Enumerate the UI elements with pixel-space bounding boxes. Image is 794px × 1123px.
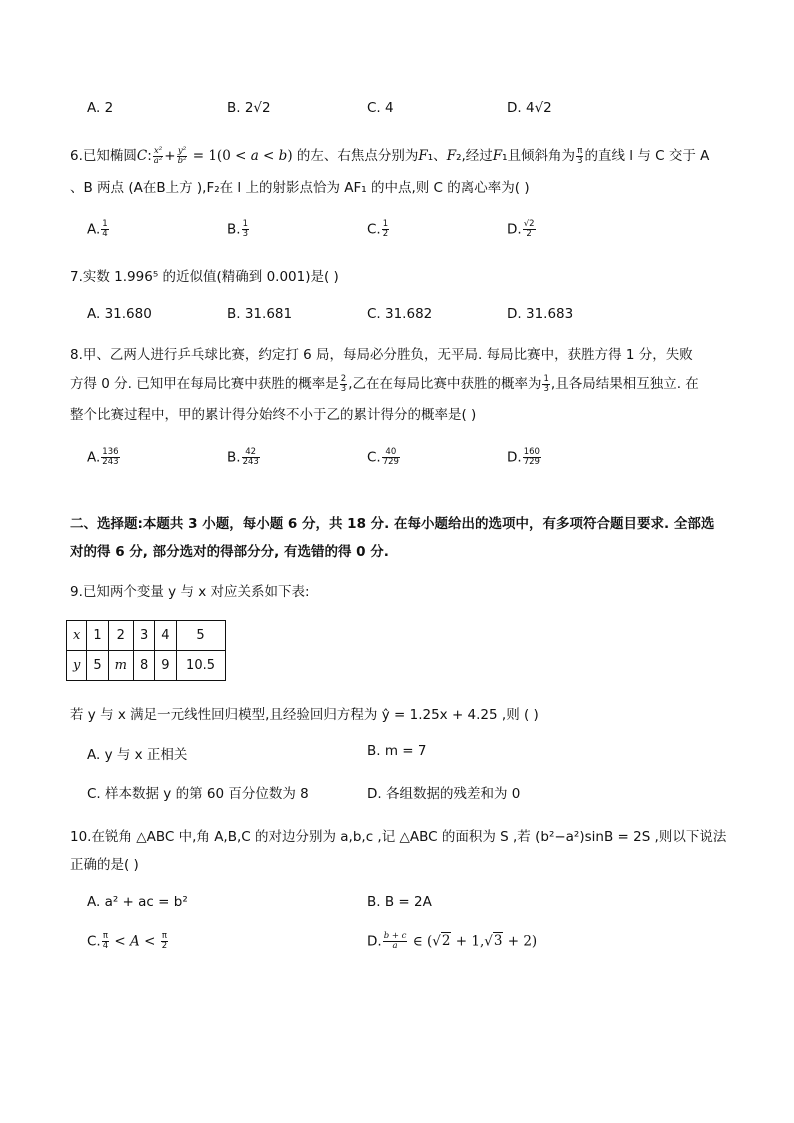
q6-prefix: 6.已知椭圆 xyxy=(70,148,137,164)
q6-option-d: D. $\frac{√2}{2}$ xyxy=(507,219,535,239)
q10-option-d: D. $\frac{b + c}{a}$ ∈ (√2 + 1,√3 + 2) xyxy=(367,931,538,951)
q6-tail: 且倾斜角为 xyxy=(507,148,576,164)
q5-option-d: D. 4√2 xyxy=(507,100,552,116)
q6-end: 的直线 l 与 C 交于 A xyxy=(584,148,710,164)
q9-stem: 9.已知两个变量 y 与 x 对应关系如下表: xyxy=(70,584,310,600)
q7-option-c: C. 31.682 xyxy=(367,306,433,322)
table-row xyxy=(67,651,226,681)
q6-option-c: C. $\frac{1}{2}$ xyxy=(367,219,389,239)
q8-option-d: D. $\frac{160}{729}$ xyxy=(507,447,540,467)
table-cell: 1 xyxy=(87,621,108,651)
table-cell: 3 xyxy=(133,621,154,651)
q6-stem-line2: 、B 两点 (A在B上方 ),F₂在 l 上的射影点恰为 AF₁ 的中点,则 C 的离心率为( ) xyxy=(70,180,530,196)
q10-stem-line1: 10.在锐角 △ABC 中,角 A,B,C 的对边分别为 a,b,c ,记 △ABC 的面积为 S ,若 (b²−a²)sinB = 2S ,则以下说法 xyxy=(70,829,727,845)
q7-option-a: A. 31.680 xyxy=(87,306,152,322)
q10-stem-line2: 正确的是( ) xyxy=(70,857,139,873)
table-cell: 9 xyxy=(155,651,176,681)
table-cell: 5 xyxy=(87,651,108,681)
q10-option-a: A. a² + ac = b² xyxy=(87,894,188,910)
q9-data-table xyxy=(66,620,226,681)
q7-stem: 7.实数 1.996⁵ 的近似值(精确到 0.001)是( ) xyxy=(70,269,339,285)
q10-option-b: B. B = 2A xyxy=(367,894,432,910)
q9-option-d: D. 各组数据的残差和为 0 xyxy=(367,786,521,802)
q9-stem2: 若 y 与 x 满足一元线性回归模型,且经验回归方程为 ŷ = 1.25x + 4.25 ,则 ( ) xyxy=(70,707,539,723)
table-cell: 2 xyxy=(108,621,133,651)
section2-heading-line2: 对的得 6 分, 部分选对的得部分分, 有选错的得 0 分. xyxy=(70,544,389,560)
q6-stem-line1: 6.已知椭圆C: $\frac{\text{x²}}{\text{a²}}$ + $\frac{\text{y²}}{\text{b²}}$ = 1(0 < a < b) 的左、右焦点分别为F₁、F₂,经过F₁且倾斜角为 $\frac{\pi}{3}$ 的直线 l 与 C 交于 A xyxy=(70,145,710,166)
q9-option-c: C. 样本数据 y 的第 60 百分位数为 8 xyxy=(87,786,309,802)
table-cell: y xyxy=(67,651,87,681)
q9-option-b: B. m = 7 xyxy=(367,743,427,759)
q8-stem-line1: 8.甲、乙两人进行乒乓球比赛，约定打 6 局，每局必分胜负，无平局. 每局比赛中，获胜方得 1 分，失败 xyxy=(70,347,693,363)
table-cell: 5 xyxy=(176,621,225,651)
q5-option-b: B. 2√2 xyxy=(227,100,271,116)
section2-heading-line1: 二、选择题:本题共 3 小题，每小题 6 分，共 18 分. 在每小题给出的选项中，有多项符合题目要求. 全部选 xyxy=(70,516,715,532)
table-cell: 10.5 xyxy=(176,651,225,681)
q7-option-b: B. 31.681 xyxy=(227,306,293,322)
q6-mid: 的左、右焦点分别为 xyxy=(296,148,419,164)
table-cell: 8 xyxy=(133,651,154,681)
q6-option-b: B. $\frac{1}{3}$ xyxy=(227,219,248,239)
q8-stem-line3: 整个比赛过程中，甲的累计得分始终不小于乙的累计得分的概率是( ) xyxy=(70,407,477,423)
q8-option-c: C. $\frac{40}{729}$ xyxy=(367,447,399,467)
q6-rest: 经过 xyxy=(465,148,493,164)
table-cell: 4 xyxy=(155,621,176,651)
q7-option-d: D. 31.683 xyxy=(507,306,574,322)
q8-option-b: B. $\frac{42}{243}$ xyxy=(227,447,259,467)
table-cell: x xyxy=(67,621,87,651)
q5-option-a: A. 2 xyxy=(87,100,114,116)
q10-option-c: C. $\frac{\pi}{4}$ < A < $\frac{\pi}{2}$ xyxy=(87,931,168,951)
q6-option-a: A. $\frac{1}{4}$ xyxy=(87,219,108,239)
q8-stem-line2: 方得 0 分. 已知甲在每局比赛中获胜的概率是 $\frac{2}{3}$ ,乙在在每局比赛中获胜的概率为 $\frac{1}{3}$ ,且各局结果相互独立. 在 xyxy=(70,373,699,394)
q5-option-c: C. 4 xyxy=(367,100,394,116)
q8-option-a: A. $\frac{136}{243}$ xyxy=(87,447,119,467)
q9-option-a: A. y 与 x 正相关 xyxy=(87,747,188,763)
table-cell: m xyxy=(108,651,133,681)
table-row xyxy=(67,621,226,651)
